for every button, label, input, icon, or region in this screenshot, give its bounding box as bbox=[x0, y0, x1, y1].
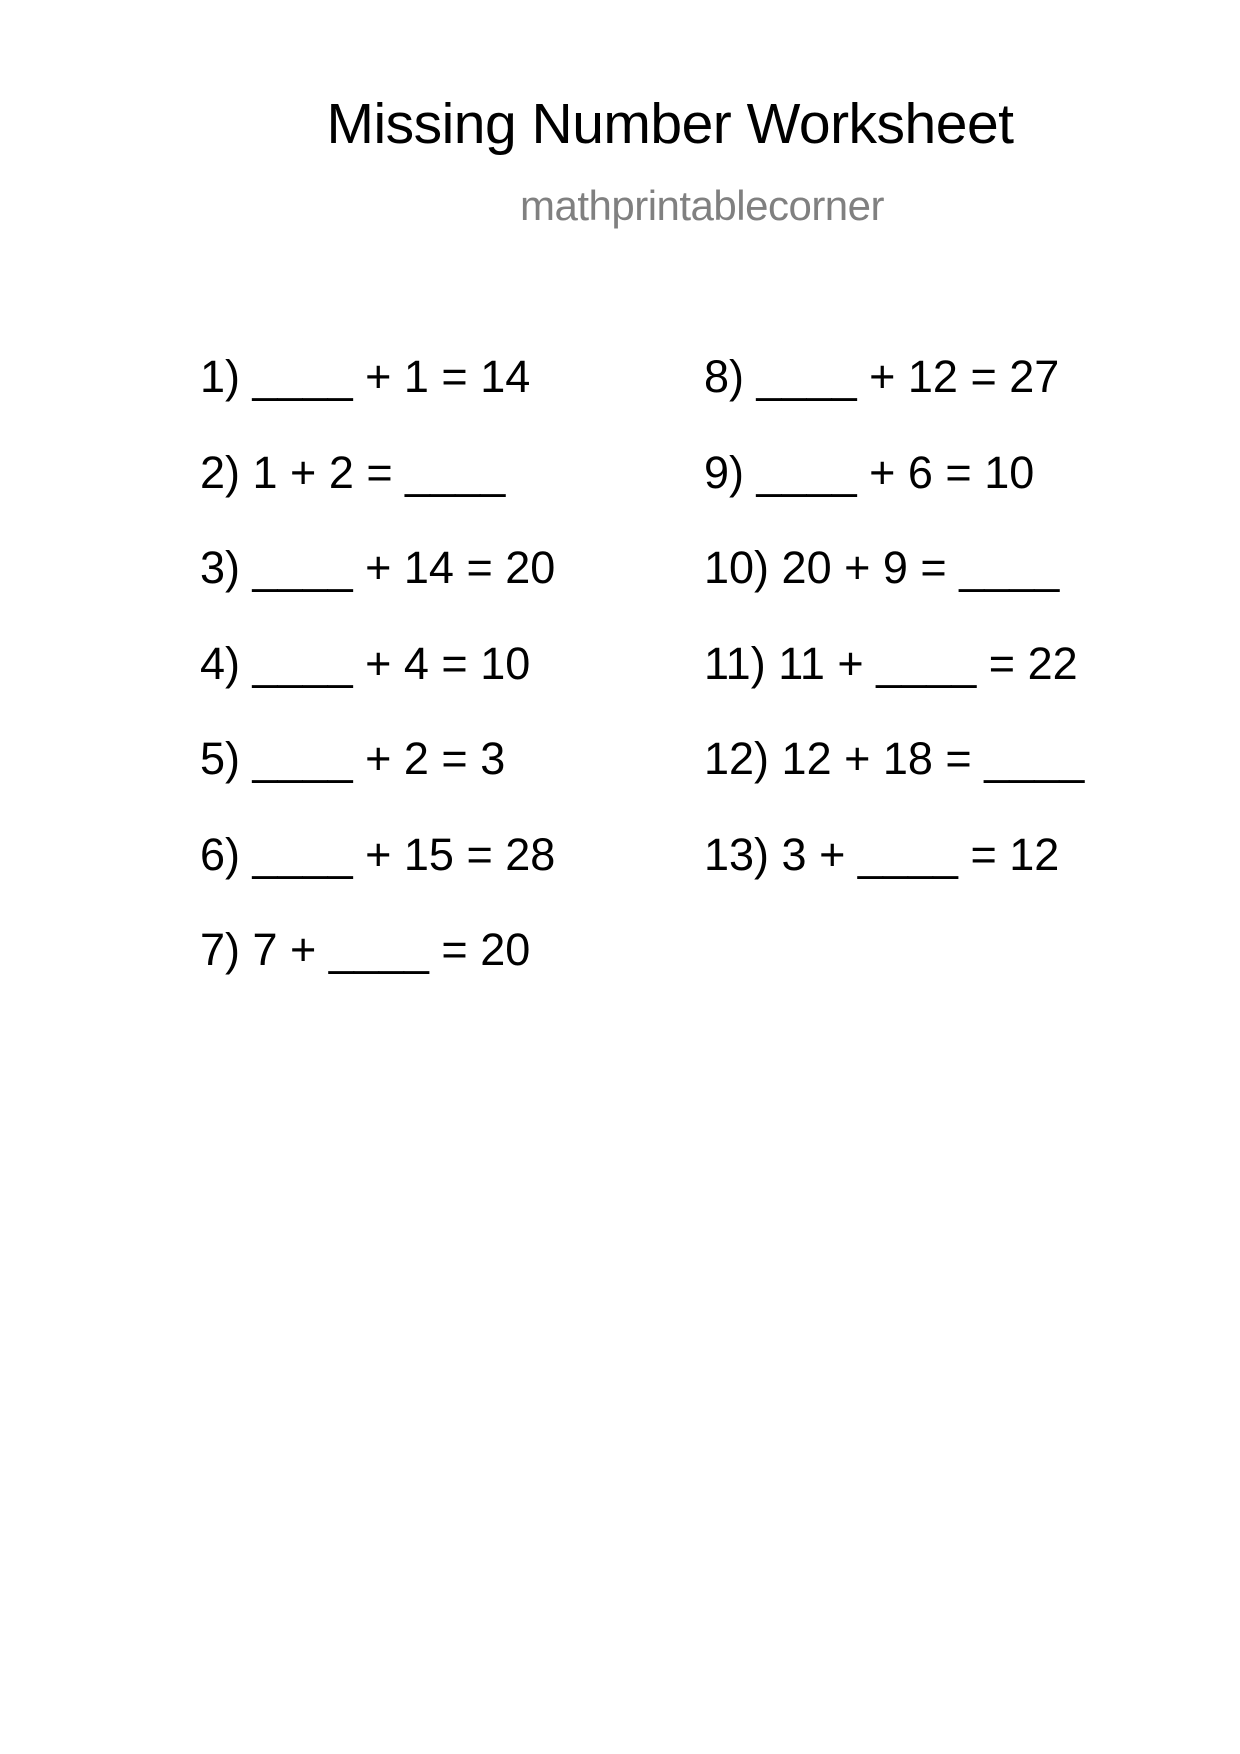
problem-10: 10) 20 + 9 = ____ bbox=[704, 542, 1060, 593]
problem-6: 6) ____ + 15 = 28 bbox=[200, 828, 556, 880]
problem-5: 5) ____ + 2 = 3 bbox=[200, 733, 506, 784]
problem-3: 3) ____ + 14 = 20 bbox=[200, 542, 556, 593]
problem-8: 8) ____ + 12 = 27 bbox=[704, 351, 1060, 402]
problem-12: 12) 12 + 18 = ____ bbox=[704, 733, 1085, 784]
problem-4: 4) ____ + 4 = 10 bbox=[200, 637, 531, 689]
problem-1: 1) ____ + 1 = 14 bbox=[200, 351, 531, 402]
problem-9: 9) ____ + 6 = 10 bbox=[704, 446, 1035, 498]
worksheet-title: Missing Number Worksheet bbox=[326, 92, 1014, 156]
problems-left-column bbox=[200, 351, 556, 1023]
problem-11: 11) 11 + ____ = 22 bbox=[704, 637, 1078, 689]
problem-2: 2) 1 + 2 = ____ bbox=[200, 446, 506, 498]
worksheet-subtitle: mathprintablecorner bbox=[519, 182, 885, 229]
problems-right-column bbox=[704, 351, 1085, 927]
problem-13: 13) 3 + ____ = 12 bbox=[704, 828, 1060, 880]
problem-7: 7) 7 + ____ = 20 bbox=[200, 924, 531, 975]
